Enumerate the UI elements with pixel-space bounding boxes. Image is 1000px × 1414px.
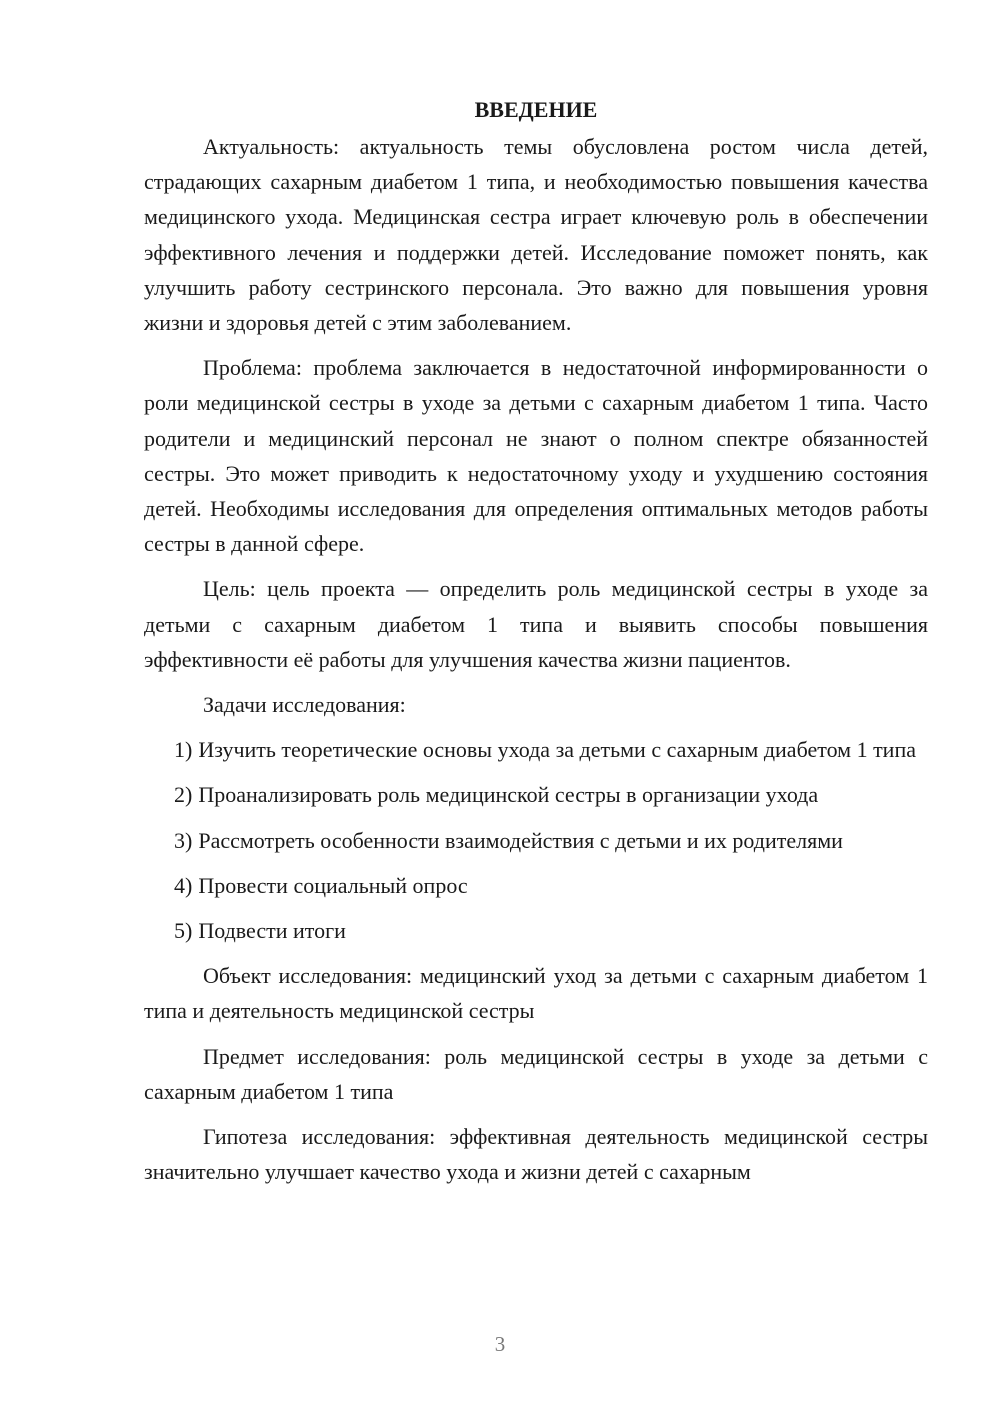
paragraph-relevance: Актуальность: актуальность темы обусловлена ростом числа детей, страдающих сахарным диабетом 1 типа, и необходимостью повышения качества медицинского ухода. Медицинская сестра играет ключевую роль в обеспечении эффективного лечения и поддержки детей. Исследование поможет понять, как улучшить работу сестринского персонала. Это важно для повышения уровня жизни и здоровья детей с этим заболеванием.: [144, 134, 928, 336]
task-text: Проанализировать роль медицинской сестры в организации ухода: [198, 782, 819, 808]
task-text: Изучить теоретические основы ухода за детьми с сахарным диабетом 1 типа: [198, 737, 916, 763]
task-number: 1): [174, 737, 193, 763]
task-number: 5): [174, 918, 193, 944]
task-item-4: [144, 868, 928, 903]
tasks-heading: Задачи исследования:: [203, 692, 406, 718]
paragraph-goal: Цель: цель проекта — определить роль медицинской сестры в уходе за детьми с сахарным диабетом 1 типа и выявить способы повышения эффективности её работы для улучшения качества жизни пациентов.: [144, 576, 928, 672]
task-number: 2): [174, 782, 193, 808]
task-item-3: [144, 823, 928, 858]
page-number: 3: [494, 1332, 506, 1356]
paragraph-subject: Предмет исследования: роль медицинской сестры в уходе за детьми с сахарным диабетом 1 типа: [144, 1043, 928, 1104]
task-number: 4): [174, 872, 193, 898]
task-text: Подвести итоги: [198, 918, 346, 944]
task-item-2: [144, 777, 928, 812]
task-item-5: [144, 913, 928, 948]
task-text: Рассмотреть особенности взаимодействия с детьми и их родителями: [198, 827, 843, 853]
paragraph-hypothesis: Гипотеза исследования: эффективная деятельность медицинской сестры значительно улучшает качество ухода и жизни детей с сахарным: [144, 1124, 928, 1185]
page-content: [144, 92, 928, 1199]
paragraph-object: Объект исследования: медицинский уход за детьми с сахарным диабетом 1 типа и деятельность медицинской сестры: [144, 963, 928, 1024]
section-title: ВВЕДЕНИЕ: [474, 97, 598, 122]
task-item-1: [144, 732, 928, 767]
task-number: 3): [174, 827, 193, 853]
paragraph-problem: Проблема: проблема заключается в недостаточной информированности о роли медицинской сестры в уходе за детьми с сахарным диабетом 1 типа. Часто родители и медицинский персонал не знают о полном спектре обязанностей сестры. Это может приводить к недостаточному уходу и ухудшению состояния детей. Необходимы исследования для определения оптимальных методов работы сестры в данной сфере.: [144, 355, 928, 557]
task-text: Провести социальный опрос: [198, 872, 468, 898]
